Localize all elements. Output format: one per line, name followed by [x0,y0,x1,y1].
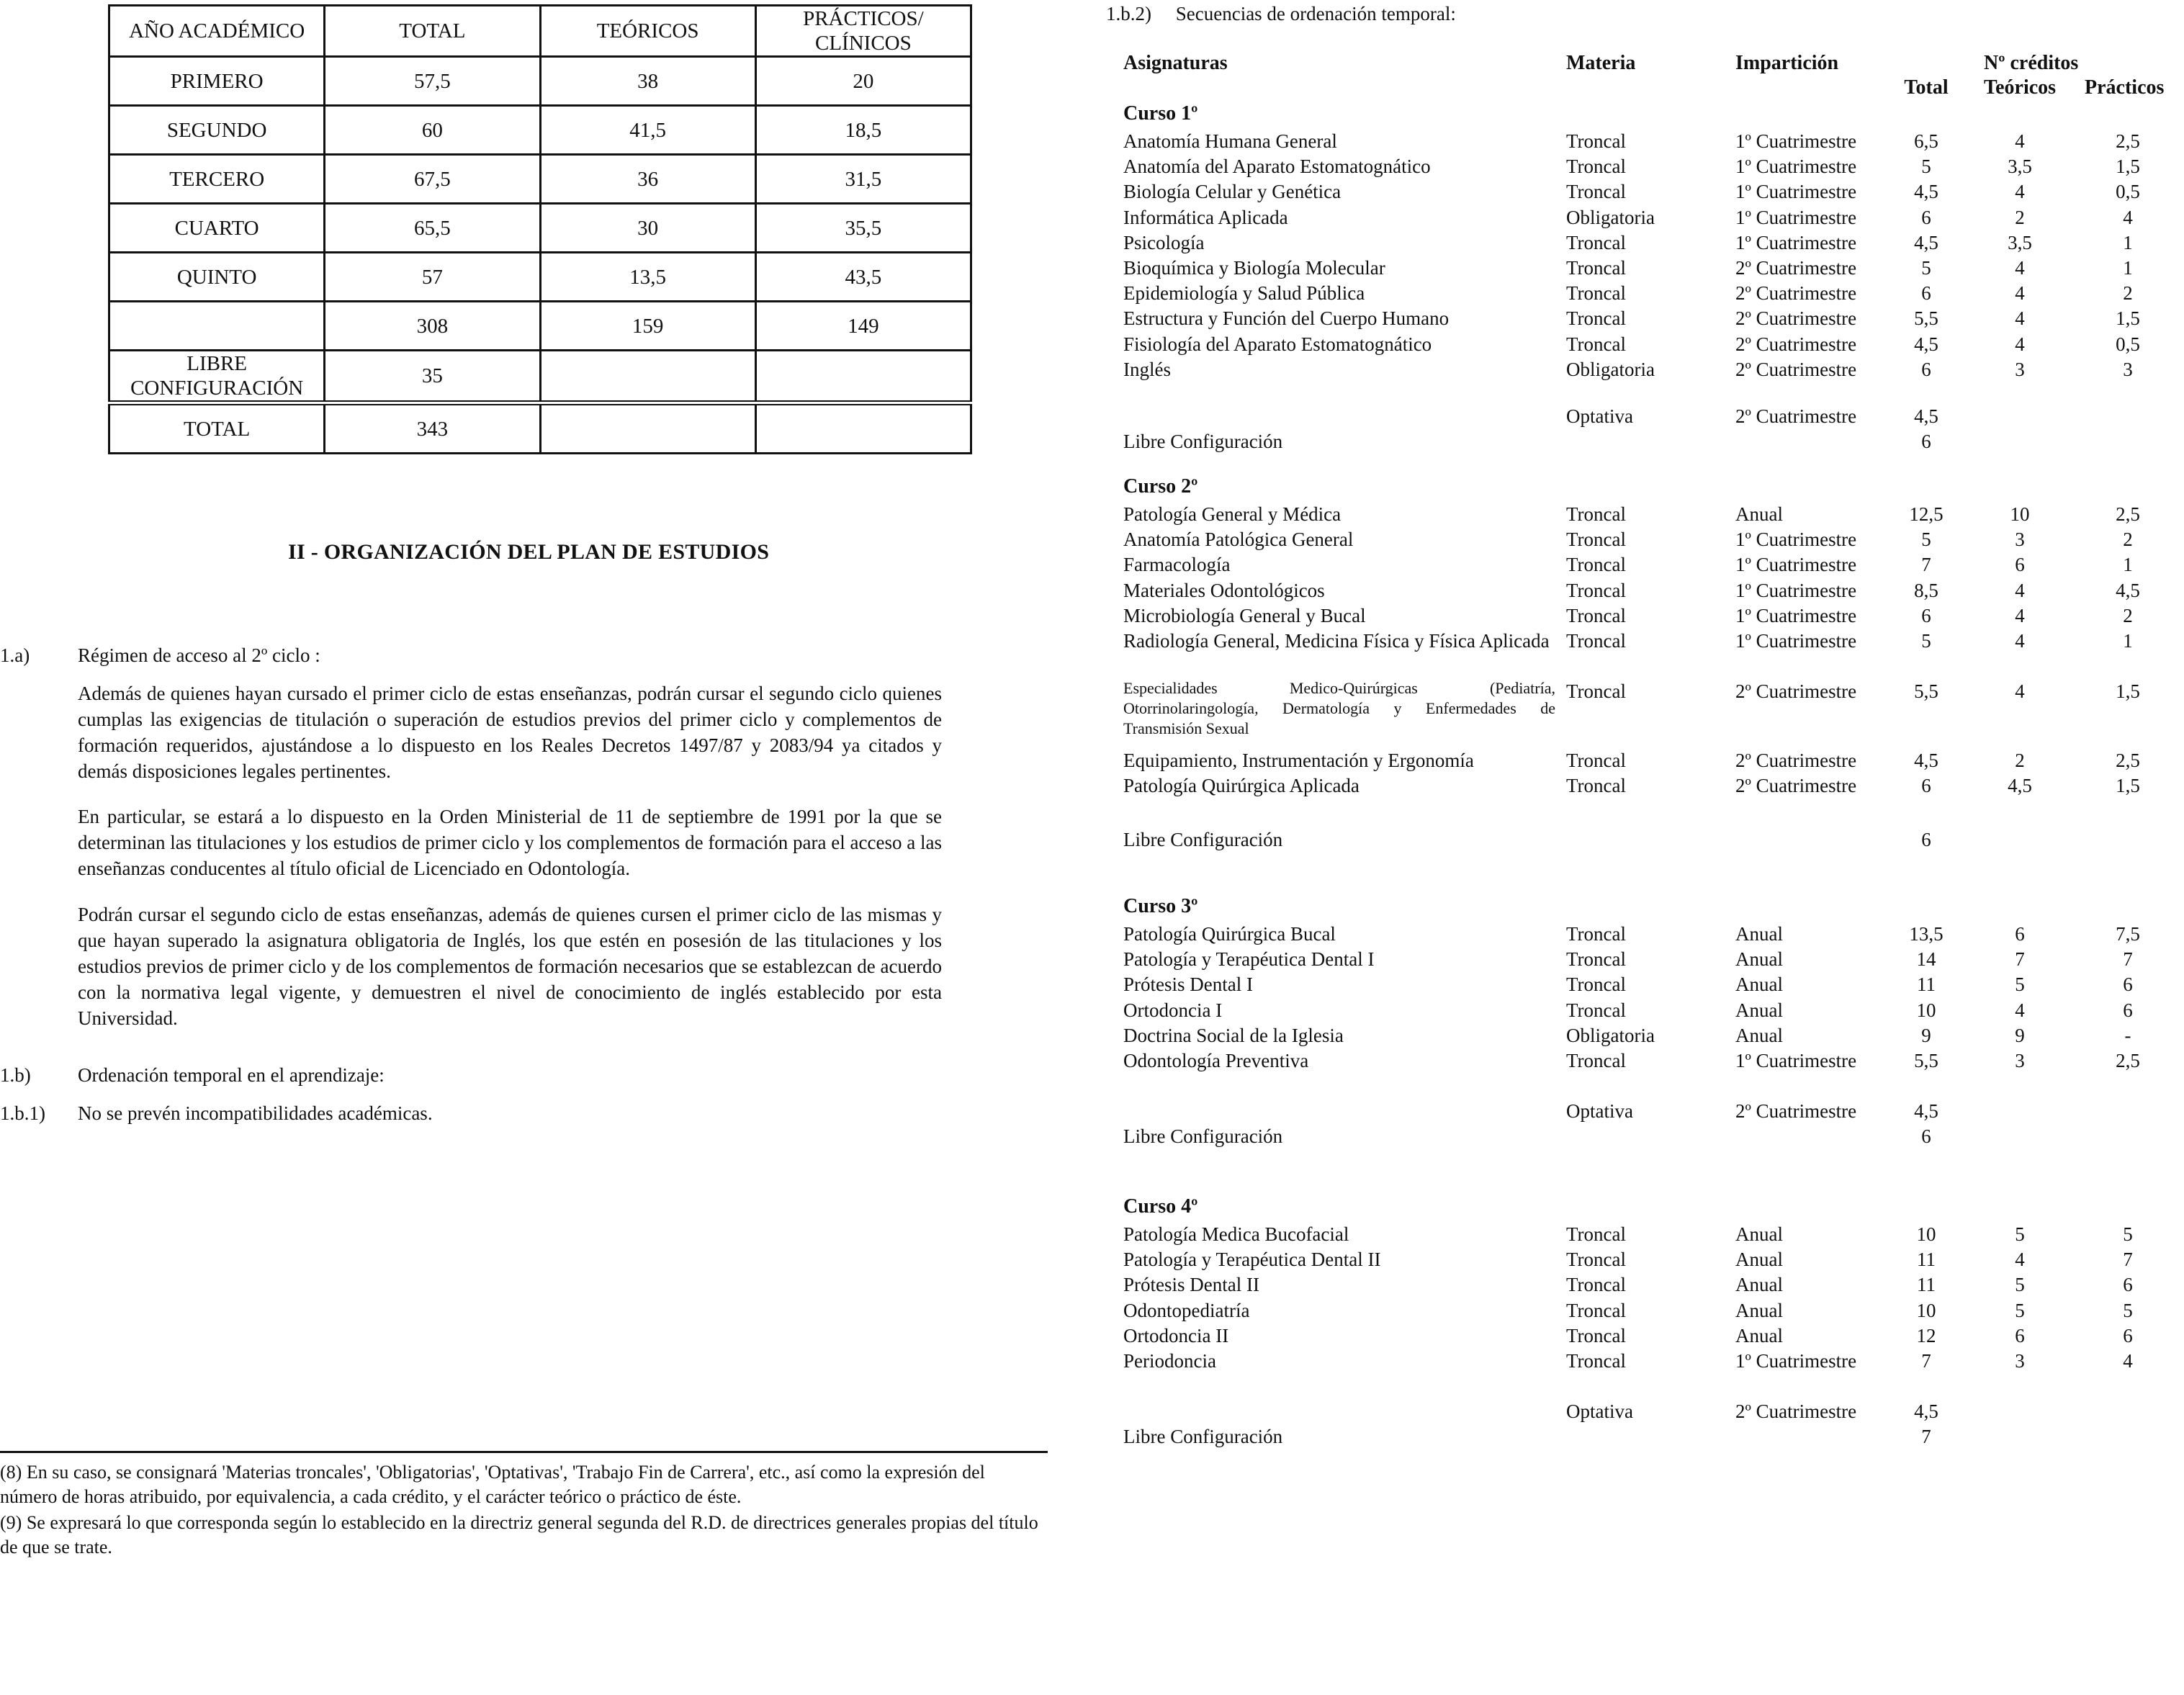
optativa-cell: Optativa [1566,405,1633,427]
cell-imparticion: Anual [1735,1249,1783,1271]
cell-imparticion: 2º Cuatrimestre [1735,680,1857,702]
optativa-cell: 2º Cuatrimestre [1735,405,1857,427]
table-row [0,747,2184,773]
table-row [0,628,2184,654]
table-cell: 159 [540,302,755,351]
cell-asignatura: Patología General y Médica [1123,503,1342,525]
cell-teoricos: 3 [2015,358,2025,380]
cell-practicos: 1 [2123,630,2133,652]
cell-imparticion: Anual [1735,1274,1783,1296]
cell-imparticion: Anual [1735,974,1783,996]
cell-asignatura: Patología y Terapéutica Dental II [1123,1249,1381,1271]
cell-imparticion: Anual [1735,1324,1783,1346]
table-row [0,971,2184,997]
cell-materia: Obligatoria [1566,358,1655,380]
cell-total-creditos: 5,5 [1914,680,1938,702]
cell-imparticion: Anual [1735,948,1783,971]
cell-imparticion: 1º Cuatrimestre [1735,630,1857,652]
table-cell: 35,5 [755,204,971,253]
libre-configuracion-credits: 7 [1921,1426,1931,1447]
cell-asignatura: Epidemiología y Salud Pública [1123,282,1365,305]
cell-practicos: 7 [2123,948,2133,971]
cell-total-creditos: 13,5 [1909,923,1943,945]
table-cell: TOTAL [109,403,325,454]
table-row [0,1348,2184,1374]
optativa-cell: 2º Cuatrimestre [1735,1400,1857,1422]
cell-teoricos: 2 [2015,750,2025,771]
cell-imparticion: 1º Cuatrimestre [1735,206,1857,228]
cell-practicos: 1,5 [2116,156,2140,178]
libre-configuracion-row [0,827,2184,853]
cell-asignatura: Psicología [1123,231,1205,253]
cell-asignatura: Anatomía Patológica General [1123,529,1354,551]
cell-teoricos: 5 [2015,1223,2025,1245]
cell-materia: Troncal [1566,775,1627,797]
table-cell: 18,5 [755,106,971,155]
heading-1b: Ordenación temporal en el aprendizaje: [78,1064,385,1086]
header-teoricos: Teóricos [1984,76,2057,99]
table-cell: CUARTO [109,204,325,253]
cell-teoricos: 3,5 [2008,231,2032,253]
cell-materia: Troncal [1566,1223,1627,1245]
cell-total-creditos: 5 [1921,529,1931,551]
table-row [0,946,2184,972]
cell-teoricos: 10 [2010,503,2030,525]
table-cell: 36 [540,155,755,204]
optativa-cell: 4,5 [1914,1400,1938,1422]
cell-teoricos: 5 [2015,1299,2025,1321]
table-row [0,603,2184,629]
cell-practicos: 1,5 [2116,307,2140,330]
cell-asignatura: Equipamiento, Instrumentación y Ergonomía [1123,750,1474,771]
cell-teoricos: 5 [2015,974,2025,996]
cell-materia: Troncal [1566,1274,1627,1296]
table-cell: 20 [755,57,971,106]
cell-materia: Obligatoria [1566,1024,1655,1046]
cell-total-creditos: 10 [1916,999,1936,1021]
table-cell: 31,5 [755,155,971,204]
cell-practicos: 1 [2123,554,2133,576]
cell-practicos: 1 [2123,257,2133,279]
table-cell: 43,5 [755,253,971,302]
cell-imparticion: 1º Cuatrimestre [1735,130,1857,152]
header-total: TOTAL [325,6,540,57]
table-row [0,153,2184,179]
cell-materia: Troncal [1566,554,1627,576]
table-row [0,305,2184,331]
cell-practicos: 0,5 [2116,333,2140,355]
cell-teoricos: 4 [2015,130,2025,152]
course-title: Curso 4º [1123,1195,1198,1218]
optativa-row [0,1398,2184,1424]
table-cell: 149 [755,302,971,351]
table-cell: 13,5 [540,253,755,302]
course-title: Curso 3º [1123,895,1198,917]
cell-total-creditos: 4,5 [1914,750,1938,771]
table-cell: 65,5 [325,204,540,253]
paragraph-2: En particular, se estará a lo dispuesto en la Orden Ministerial de 11 de septiembre de 1991 por la que se determinan las titulaciones y los estudios de primer ciclo y los complementos de formación para el acceso a las enseñanzas conducentes al título oficial de Licenciado en Odontología. [78,806,942,879]
cell-imparticion: 2º Cuatrimestre [1735,358,1857,380]
header-n-creditos: Nº créditos [1984,52,2079,74]
cell-total-creditos: 5,5 [1914,307,1938,330]
optativa-row [0,1098,2184,1124]
cell-practicos: - [2124,1024,2131,1046]
table-row [0,1022,2184,1048]
cell-teoricos: 4,5 [2008,775,2032,797]
table-row [0,552,2184,577]
cell-total-creditos: 4,5 [1914,333,1938,355]
cell-asignatura: Patología Quirúrgica Aplicada [1123,775,1360,797]
cell-total-creditos: 6 [1921,775,1931,797]
cell-materia: Troncal [1566,181,1627,203]
cell-asignatura: Inglés [1123,358,1171,380]
cell-practicos: 1,5 [2116,775,2140,797]
cell-total-creditos: 7 [1921,554,1931,576]
cell-materia: Troncal [1566,1299,1627,1321]
cell-practicos: 2,5 [2116,503,2140,525]
table-row [0,1048,2184,1074]
cell-teoricos: 9 [2015,1024,2025,1046]
table-cell: 38 [540,57,755,106]
cell-asignatura: Farmacología [1123,554,1231,576]
paragraph-3: Podrán cursar el segundo ciclo de estas enseñanzas, además de quienes cursen el primer ciclo de las mismas y que hayan superado la asignatura obligatoria de Inglés, los que estén en posesión de las titulaciones y los estudios previos de primer ciclo y de los complementos de formación necesarios que se establezcan de acuerdo con la normativa legal vigente, y demuestren el nivel de conocimiento de inglés establecido por esta Universidad. [78,904,942,1029]
table-row [0,577,2184,603]
table-row [0,331,2184,357]
cell-practicos: 6 [2123,1324,2133,1346]
cell-imparticion: Anual [1735,1299,1783,1321]
cell-asignatura: Materiales Odontológicos [1123,579,1325,601]
cell-materia: Troncal [1566,604,1627,626]
cell-practicos: 2 [2123,529,2133,551]
cell-total-creditos: 6 [1921,604,1931,626]
header-ano-academico: AÑO ACADÉMICO [109,6,325,57]
cell-asignatura: Prótesis Dental I [1123,974,1253,996]
header-total: Total [1904,76,1949,99]
cell-asignatura: Anatomía Humana General [1123,130,1337,152]
cell-practicos: 4,5 [2116,579,2140,601]
table-cell: 308 [325,302,540,351]
cell-total-creditos: 10 [1916,1223,1936,1245]
optativa-cell: 4,5 [1914,405,1938,427]
cell-total-creditos: 14 [1916,948,1936,971]
cell-materia: Troncal [1566,130,1627,152]
table-row [0,280,2184,306]
table-row [0,773,2184,799]
cell-materia: Troncal [1566,680,1627,702]
cell-imparticion: 2º Cuatrimestre [1735,750,1857,771]
cell-teoricos: 4 [2015,1249,2025,1271]
course-title: Curso 2º [1123,475,1198,498]
cell-total-creditos: 12 [1916,1324,1936,1346]
cell-teoricos: 4 [2015,257,2025,279]
cell-total-creditos: 5,5 [1914,1050,1938,1071]
cell-materia: Troncal [1566,156,1627,178]
cell-imparticion: 1º Cuatrimestre [1735,181,1857,203]
table-row-primero [109,57,971,106]
cell-materia: Troncal [1566,974,1627,996]
cell-materia: Obligatoria [1566,206,1655,228]
cell-practicos: 3 [2123,358,2133,380]
cell-teoricos: 2 [2015,206,2025,228]
table-cell: QUINTO [109,253,325,302]
table-row [0,230,2184,256]
cell-teoricos: 7 [2015,948,2025,971]
course-title: Curso 1º [1123,102,1198,125]
item-number-1a: 1.a) [0,644,30,666]
cell-asignatura: Periodoncia [1123,1350,1216,1372]
cell-imparticion: 1º Cuatrimestre [1735,231,1857,253]
cell-asignatura: Informática Aplicada [1123,206,1288,228]
cell-total-creditos: 8,5 [1914,579,1938,601]
cell-imparticion: 1º Cuatrimestre [1735,604,1857,626]
cell-total-creditos: 11 [1917,1274,1936,1296]
cell-materia: Troncal [1566,257,1627,279]
cell-teoricos: 4 [2015,307,2025,330]
cell-teoricos: 4 [2015,680,2025,702]
header-imparticion: Impartición [1735,52,1839,74]
table-row [0,1298,2184,1323]
cell-materia: Troncal [1566,1050,1627,1071]
cell-asignatura: Microbiología General y Bucal [1123,604,1366,626]
cell-total-creditos: 5 [1921,630,1931,652]
libre-configuracion-label: Libre Configuración [1123,829,1283,850]
cell-imparticion: 1º Cuatrimestre [1735,529,1857,551]
cell-practicos: 1,5 [2116,680,2140,702]
cell-teoricos: 4 [2015,181,2025,203]
cell-asignatura: Estructura y Función del Cuerpo Humano [1123,307,1450,330]
cell-asignatura: Odontología Preventiva [1123,1050,1309,1071]
cell-teoricos: 4 [2015,999,2025,1021]
cell-teoricos: 6 [2015,923,2025,945]
table-cell: 57 [325,253,540,302]
cell-asignatura: Patología Medica Bucofacial [1123,1223,1349,1245]
libre-configuracion-credits: 6 [1921,829,1931,850]
table-cell: 30 [540,204,755,253]
footnote-8: (8) En su caso, se consignará 'Materias troncales', 'Obligatorias', 'Optativas', 'Trabajo Fin de Carrera', etc., así como la expresión del número de horas atribuido, por equivalencia, a cada crédito, y el carácter teórico o práctico de éste. [0,1462,985,1507]
heading-1b1: No se prevén incompatibilidades académicas. [78,1102,433,1124]
cell-practicos: 4 [2123,1350,2133,1372]
table-cell: PRIMERO [109,57,325,106]
cell-total-creditos: 6 [1921,206,1931,228]
cell-materia: Troncal [1566,923,1627,945]
cell-teoricos: 4 [2015,604,2025,626]
cell-materia: Troncal [1566,307,1627,330]
cell-imparticion: 1º Cuatrimestre [1735,1350,1857,1372]
cell-total-creditos: 11 [1917,1249,1936,1271]
cell-imparticion: 2º Cuatrimestre [1735,333,1857,355]
footnote-rule [0,1451,1048,1453]
cell-practicos: 1 [2123,231,2133,253]
paragraph-1: Además de quienes hayan cursado el primer ciclo de estas enseñanzas, podrán cursar el segundo ciclo quienes cumplas las exigencias de titulación o superación de estudios previos del primer ciclo y complementos de formación requeridos, ajustándose a lo dispuesto en los Reales Decretos 1497/87 y 2083/94 ya citados y demás disposiciones legales pertinentes. [78,683,942,782]
cell-practicos: 7,5 [2116,923,2140,945]
cell-imparticion: 1º Cuatrimestre [1735,156,1857,178]
table-row [0,1272,2184,1298]
cell-asignatura: Prótesis Dental II [1123,1274,1259,1296]
cell-total-creditos: 7 [1921,1350,1931,1372]
cell-practicos: 6 [2123,999,2133,1021]
item-number-1b1: 1.b.1) [0,1102,45,1124]
header-practicos-clinicos: PRÁCTICOS/ CLÍNICOS [755,6,971,57]
heading-1a: Régimen de acceso al 2º ciclo : [78,644,320,666]
cell-practicos: 6 [2123,1274,2133,1296]
header-asignaturas: Asignaturas [1123,52,1228,74]
cell-materia: Troncal [1566,999,1627,1021]
cell-materia: Troncal [1566,1350,1627,1372]
table-row [0,997,2184,1023]
cell-total-creditos: 4,5 [1914,181,1938,203]
cell-teoricos: 6 [2015,1324,2025,1346]
table-cell: 343 [325,403,540,454]
cell-total-creditos: 6 [1921,282,1931,305]
cell-practicos: 2 [2123,282,2133,305]
cell-imparticion: 2º Cuatrimestre [1735,775,1857,797]
table-row [0,128,2184,154]
cell-materia: Troncal [1566,529,1627,551]
libre-configuracion-row [0,1424,2184,1449]
section-heading: II - ORGANIZACIÓN DEL PLAN DE ESTUDIOS [288,540,770,564]
table-row [0,255,2184,281]
cell-asignatura: Patología y Terapéutica Dental I [1123,948,1375,971]
cell-total-creditos: 6 [1921,358,1931,380]
libre-configuracion-credits: 6 [1921,1125,1931,1147]
sequence-label: 1.b.2) Secuencias de ordenación temporal: [1106,3,1456,24]
cell-materia: Troncal [1566,231,1627,253]
cell-materia: Troncal [1566,579,1627,601]
cell-teoricos: 4 [2015,579,2025,601]
table-cell: 57,5 [325,57,540,106]
table-row [0,179,2184,204]
table-row [0,1323,2184,1349]
cell-imparticion: 2º Cuatrimestre [1735,307,1857,330]
cell-total-creditos: 10 [1916,1299,1936,1321]
cell-teoricos: 4 [2015,333,2025,355]
cell-materia: Troncal [1566,750,1627,771]
cell-total-creditos: 9 [1921,1024,1931,1046]
header-materia: Materia [1566,52,1636,74]
cell-teoricos: 3 [2015,1050,2025,1071]
cell-materia: Troncal [1566,503,1627,525]
footnote-9: (9) Se expresará lo que corresponda según lo establecido en la directriz general segunda del R.D. de directrices generales propias del título de que se trate. [0,1512,1038,1557]
cell-teoricos: 4 [2015,630,2025,652]
table-cell: 60 [325,106,540,155]
cell-materia: Troncal [1566,948,1627,971]
cell-total-creditos: 4,5 [1914,231,1938,253]
cell-asignatura: Doctrina Social de la Iglesia [1123,1024,1344,1046]
cell-practicos: 2,5 [2116,130,2140,152]
cell-asignatura: Fisiología del Aparato Estomatognático [1123,333,1432,355]
cell-asignatura: Especialidades Medico-Quirúrgicas (Pediatría, Otorrinolaringología, Dermatología y Enfermedades de Transmisión Sexual [1123,679,1555,737]
libre-configuracion-label: Libre Configuración [1123,1426,1283,1447]
optativa-cell: 4,5 [1914,1100,1938,1122]
table-cell: 67,5 [325,155,540,204]
table-row [0,1246,2184,1272]
cell-imparticion: 1º Cuatrimestre [1735,554,1857,576]
header-practicos: Prácticos [2085,76,2165,99]
cell-practicos: 2 [2123,604,2133,626]
cell-practicos: 7 [2123,1249,2133,1271]
cell-materia: Troncal [1566,333,1627,355]
cell-imparticion: Anual [1735,503,1783,525]
optativa-row [0,403,2184,429]
cell-imparticion: Anual [1735,1024,1783,1046]
item-number-1b: 1.b) [0,1064,31,1086]
cell-materia: Troncal [1566,282,1627,305]
cell-imparticion: 2º Cuatrimestre [1735,282,1857,305]
table-row [0,1221,2184,1247]
cell-materia: Troncal [1566,1324,1627,1346]
cell-asignatura: Biología Celular y Genética [1123,181,1342,203]
libre-configuracion-row [0,1123,2184,1149]
cell-imparticion: Anual [1735,923,1783,945]
cell-practicos: 6 [2123,974,2133,996]
cell-asignatura: Ortodoncia I [1123,999,1223,1021]
cell-practicos: 5 [2123,1299,2133,1321]
optativa-cell: Optativa [1566,1100,1633,1122]
cell-imparticion: 1º Cuatrimestre [1735,579,1857,601]
cell-teoricos: 3 [2015,529,2025,551]
libre-configuracion-row [0,428,2184,454]
cell-asignatura: Ortodoncia II [1123,1324,1229,1346]
table-cell: SEGUNDO [109,106,325,155]
cell-asignatura: Odontopediatría [1123,1299,1250,1321]
cell-teoricos: 5 [2015,1274,2025,1296]
cell-teoricos: 3,5 [2008,156,2032,178]
table-row [0,501,2184,527]
cell-practicos: 4 [2123,206,2133,228]
table-row [0,204,2184,230]
cell-practicos: 5 [2123,1223,2133,1245]
cell-imparticion: 2º Cuatrimestre [1735,257,1857,279]
optativa-cell: Optativa [1566,1400,1633,1422]
cell-imparticion: Anual [1735,1223,1783,1245]
libre-configuracion-label: Libre Configuración [1123,431,1283,452]
cell-total-creditos: 6,5 [1914,130,1938,152]
table-cell: TERCERO [109,155,325,204]
cell-teoricos: 6 [2015,554,2025,576]
table-row [0,921,2184,947]
table-row [0,526,2184,552]
cell-asignatura: Bioquímica y Biología Molecular [1123,257,1385,279]
cell-practicos: 0,5 [2116,181,2140,203]
cell-practicos: 2,5 [2116,750,2140,771]
cell-materia: Troncal [1566,630,1627,652]
table-cell: 41,5 [540,106,755,155]
table-header-row [109,6,971,57]
cell-total-creditos: 5 [1921,257,1931,279]
cell-practicos: 2,5 [2116,1050,2140,1071]
cell-imparticion: Anual [1735,999,1783,1021]
table-cell: 35 [325,351,540,403]
optativa-cell: 2º Cuatrimestre [1735,1100,1857,1122]
cell-teoricos: 3 [2015,1350,2025,1372]
cell-teoricos: 4 [2015,282,2025,305]
table-cell: LIBRE CONFIGURACIÓN [109,351,325,403]
cell-total-creditos: 5 [1921,156,1931,178]
table-row [0,356,2184,382]
header-teoricos: TEÓRICOS [540,6,755,57]
libre-configuracion-label: Libre Configuración [1123,1125,1283,1147]
cell-total-creditos: 11 [1917,974,1936,996]
cell-asignatura: Patología Quirúrgica Bucal [1123,923,1336,945]
cell-imparticion: 1º Cuatrimestre [1735,1050,1857,1071]
cell-total-creditos: 12,5 [1909,503,1943,525]
cell-materia: Troncal [1566,1249,1627,1271]
cell-asignatura: Radiología General, Medicina Física y Física Aplicada [1123,630,1550,652]
cell-asignatura: Anatomía del Aparato Estomatognático [1123,156,1431,178]
libre-configuracion-credits: 6 [1921,431,1931,452]
